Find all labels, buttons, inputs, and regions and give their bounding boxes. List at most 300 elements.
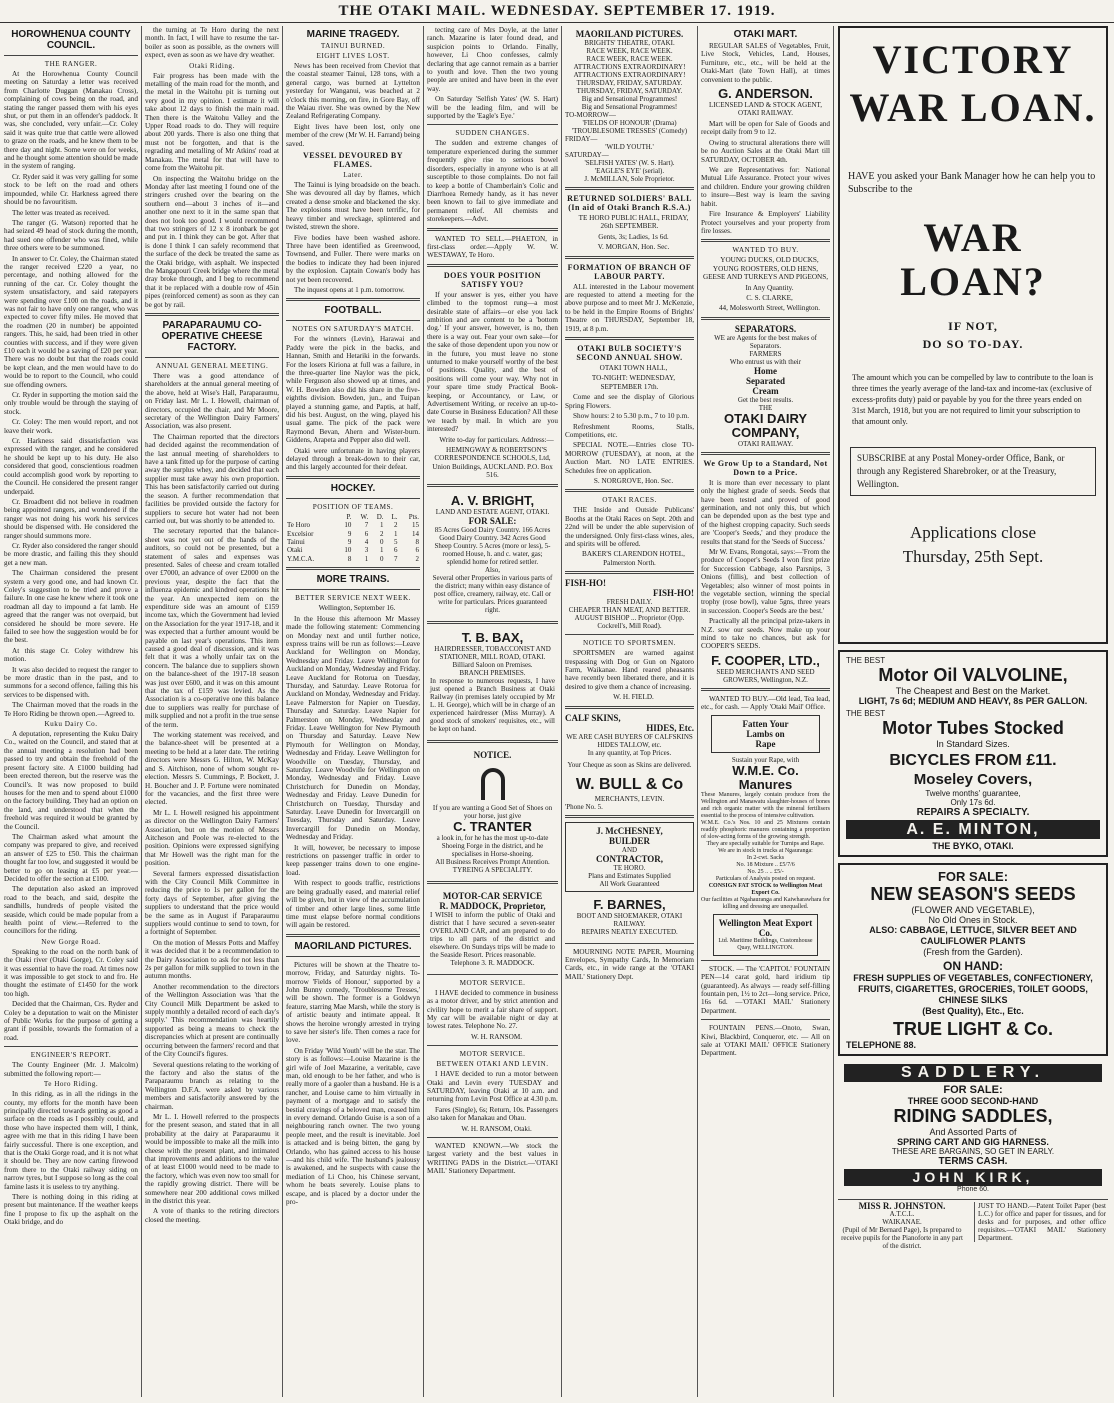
ad-line: THREE GOOD SECOND-HAND: [907, 1096, 1039, 1106]
ad-line: TO-NIGHT: WEDNESDAY, SEPTEMBER 17th.: [591, 374, 676, 391]
paragraph: The sudden and extreme changes of temperature experienced during the summer frequently give rise to serious bowel disorders, especially in anyone who is at all susceptible to those complaints. Do not fail to keep a bottle of Chamberlain's Colic and Diarrhoea Remedy handy, as it has never been known to fail to give immediate and permanent relief. All chemists and storekeepers.—Advt.: [427, 139, 558, 224]
ad-line: Particulars of Analysis posted on request.: [715, 875, 816, 882]
paragraph: With respect to goods traffic, restrictions are being gradually eased, and material relief will be given, but in view of the accumulation of timber and other large lines, some little time must elapse before normal conditions will again be restored.: [286, 879, 420, 930]
hockey-table: [286, 513, 420, 563]
subheading: SUDDEN CHANGES.: [455, 129, 530, 138]
paragraph: Fire Insurance & Employers' Liability Protect yourselves and your property from fire losses.: [701, 210, 830, 235]
paragraph: Eight lives have been lost, only one member of the crew (Mr W. H. Farrand) being saved.: [286, 122, 420, 148]
wmeco-ad: [701, 756, 830, 956]
ad-line: Phone 60.: [957, 1186, 989, 1193]
ad-line: The Cheapest and Best on the Market.: [895, 686, 1051, 696]
ad-headline: RETURNED SOLDIERS' BALL (In aid of Otaki Branch R.S.A.): [567, 194, 692, 212]
price-line: No. 25 .. .. £5/-: [747, 868, 784, 875]
ad-line: 'TROUBLESOME TRESSES' (Comedy): [571, 127, 688, 135]
ad-text: a look in, for he has the most up-to-date Shoeing Forge in the district, and he specialises in Horse-shoeing.: [436, 833, 549, 858]
paragraph: Cr. Ryder in supporting the motion said the only trouble would be through the staying of stock.: [4, 391, 138, 416]
ad-line: ALSO: CABBAGE, LETTUCE, SILVER BEET AND CAULIFLOWER PLANTS: [869, 925, 1077, 946]
subheading: EIGHT LIVES LOST.: [316, 52, 390, 60]
article-headline: FOOTBALL.: [324, 305, 382, 317]
ad-headline: DOES YOUR POSITION SATISFY YOU?: [443, 270, 542, 289]
column-rule: [423, 26, 424, 1397]
meat-export-box: [713, 914, 818, 956]
column-5: [565, 26, 694, 1397]
ad-address: HEMINGWAY & ROBERTSON'S CORRESPONDENCE SCHOOLS, Ltd, Union Buildings, AUCKLAND. P.O. Box 516.: [432, 446, 553, 480]
ad-text: We are in stock in trucks at Ngauranga:: [718, 847, 813, 854]
paragraph: Speaking to the road on the north bank of the Otaki river (Otaki Gorge), Cr. Coley said it was essential to have the road. At times now it was impossible to get stock to and fro. He thought the estimate of £1450 for the work too high.: [4, 947, 138, 998]
column-2: [145, 26, 279, 1397]
maddock-ad: [427, 888, 558, 970]
ad-headline: We Grow Up to a Standard, Not Down to a Price.: [703, 458, 828, 477]
paragraph: It is more than ever necessary to plant only the highest grade of seeds. Seeds that have been tested and proved of good germination, and not only this, but which can be depended upon as the best type and of the highest cropping capacity. Such seeds are 'Cooper's Seeds,' and they produce the results that stand for the 'Seeds of Success.': [701, 478, 830, 546]
classified-ad: FOUNTAIN PENS.—Onoto, Swan, Kiwi, Blackbird, Conqueror, etc. — All on sale at 'OTAKI MAIL' OFFICE Stationery Department.: [701, 1024, 830, 1058]
paragraph: Owing to structural alterations there will be no Auction Sales at the Otaki Mart till SATURDAY, OCTOBER 4th.: [701, 138, 830, 164]
subheading: TAINUI BURNED.: [320, 42, 386, 50]
ad-line: TE HORO.: [613, 863, 646, 872]
subheading: NOTICE TO SPORTSMEN.: [583, 639, 676, 648]
subheading: NOTES ON SATURDAY'S MATCH.: [292, 325, 414, 334]
subheading: VESSEL DEVOURED BY FLAMES.: [303, 151, 403, 170]
ad-line: TE HORO PUBLIC HALL, FRIDAY, 26th SEPTEMBER.: [578, 214, 689, 231]
ad-text: The amount which you can be compelled by law to contribute to the loan is three times the yearly average of the land-tax and income-tax (exclusive of excess-profits duty) paid or payable by you for the three years ended on 31st March, 1918, but you are not required to limit your subscription to that amount only.: [852, 373, 1094, 426]
column-1: [4, 26, 138, 1397]
ad-name: TRUE LIGHT & Co.: [893, 1019, 1053, 1039]
ad-line: Cream: [752, 385, 779, 396]
ad-line: Your Cheque as soon as Skins are delivered.: [567, 760, 692, 769]
signature: V. MORGAN, Hon. Sec.: [597, 243, 670, 252]
ad-text: Several other Properties in various parts of the district; many within easy distance of post office, creamery, railway, etc. Call or write for particulars. Prices guaranteed right.: [432, 573, 553, 614]
paragraph: On inspecting the Waitohu bridge on the Monday after last meeting I found one of the stringers crushed over the bearing on the southern end—about 3 inches of it—and another one next to it in the same span that does not look too good. I would recommend that two stringers of 12 x 8 ironbark be got and put in. I think they can be got. After that is done I think I can safely recommend that the surface of the deck be treated the same as the Otaki bridge, with asphalt. We inspected the Mangapouri Creek bridge where the metal dray broke through, and I beg to recommend that it be replaced with a double row of 45in pipes (reinforced cement) as soon as they can be got by rail.: [145, 174, 279, 309]
ad-subtitle: LICENSED LAND & STOCK AGENT, OTAKI RAILWAY.: [708, 101, 823, 118]
ad-line: 'Phone No. 5.: [565, 802, 603, 811]
ad-headline: Rape: [755, 738, 776, 749]
ad-subtitle: BOOT AND SHOEMAKER, OTAKI RAILWAY.: [576, 911, 683, 928]
paragraph: Five bodies have been washed ashore. Three have been identified as Greenwood, Townsend, and Fuller. There were marks on the bodies to indicate they had been injured by the explosion. Captain Cowan's body has not yet been recovered.: [286, 233, 420, 284]
ad-headline: ON HAND:: [943, 959, 1003, 973]
ad-line: In any quantity, at Top Prices.: [587, 748, 672, 757]
ad-text: SUBSCRIBE at any Postal Money-order Office, Bank, or through any Registered Sharebroker, or at the Treasury, Wellington.: [850, 447, 1096, 496]
ad-name: C. TRANTER: [453, 818, 532, 834]
paragraph: Pictures will be shown at the Theatre to-morrow, Friday, and Saturday nights. To-morrow 'Fields of Honour,' supported by a John Bunny comedy, 'Troublesome Tresses,' will be shown. The former is a Goldwyn feature, starring Mae Marsh, while the story is of artistic beauty and intimate appeal. It shows the heroine wrongly arrested in trying to save her sister's life. Then comes a race for love.: [286, 960, 420, 1045]
ad-line: Billiard Saloon on Premises.: [452, 660, 533, 669]
ad-line: Get the best results.: [737, 395, 794, 404]
subheading: OTAKI RACES.: [602, 496, 657, 505]
ad-subtitle: MERCHANTS, LEVIN.: [594, 794, 665, 803]
ad-line: FRESH SUPPLIES OF VEGETABLES, CONFECTIONERY, FRUITS, CIGARETTES, GROCERIES, TOILET GOODS, CHINESE SILKS: [853, 973, 1093, 1005]
ad-list: 85 Acres Good Dairy Country. 166 Acres Good Dairy Country. 342 Acres Good Sheep Country. 5 Acres (more or less), 5-roomed House, h. and c. water, gas; splendid home for retired settler.: [434, 525, 551, 566]
paragraph: Fares (Single), 6s; Return, 10s. Passengers also taken for Manakau and Ohau.: [427, 1105, 558, 1123]
signature: W. H. RANSOM, Otaki.: [461, 1124, 532, 1133]
ad-headline: VICTORY: [872, 37, 1074, 82]
ad-headline: HIDES, Etc.: [646, 722, 694, 733]
column-4: [427, 26, 558, 1397]
ad-headline: Lambs on: [746, 728, 785, 739]
ad-headline: Fatten Your: [742, 718, 789, 729]
ad-line: Telephone 3. R. MADDOCK.: [450, 958, 535, 967]
ad-line: Plans and Estimates Supplied: [588, 871, 671, 880]
subheading: Kuku Dairy Co.: [44, 720, 98, 729]
subheading: Otaki Riding.: [189, 61, 235, 70]
maoriland-ad: [565, 29, 694, 183]
ad-line: In 2-cwt. Sacks: [746, 854, 785, 861]
ad-name: Wellington Meat Export Co.: [718, 917, 813, 938]
paragraph: The working statement was received, and the balance-sheet will be presented at a meeting to be held at a later date. The retiring directors were Messrs G. Hilton, W. McKay and S. Aitchison, none of whom sought re-election. Messrs S. Cummings, P. Bockett, J. H. Boucher and J. P. Fortune were nominated for the vacancies, and the first three were elected.: [145, 731, 279, 807]
table-header-row: P. W. D. L. Pts.: [346, 512, 419, 521]
paragraph: Come and see the display of Glorious Spring Flowers.: [565, 393, 694, 410]
ad-line: LIGHT, 7s 6d; MEDIUM AND HEAVY, 8s PER GALLON.: [858, 696, 1088, 706]
article-headline: PARAPARAUMU CO-OPERATIVE CHEESE FACTORY.: [161, 320, 263, 353]
ad-line: TELEPHONE 88.: [846, 1040, 917, 1050]
ad-headline: OTAKI BULB SOCIETY'S SECOND ANNUAL SHOW.: [576, 344, 683, 363]
column-6: [701, 26, 830, 1397]
ad-name: R. MADDOCK, Proprietor,: [439, 900, 546, 911]
ad-line: AND: [621, 845, 638, 854]
paragraph: For the winners (Levin), Harawai and Paddy were the pick in the backs, and Hannan, Smith and Hetariki in the forwards. For the losers Kiriona at full was a failure, in the three-quarter line Naylor was the pick, while Ferguson also showed up at times, and W. H. Bowden also did his share in the five-eighths division. Bowden, jun., and Tuipan played a stunning game, and Paptis, at half, did his best. August, on the wing, played his usual game. The pick of the pack were Raymond Bevan, Ahern and Wister-burn. Giddens, Arapeta and Pepper also did well.: [286, 335, 420, 445]
ad-text: HAVE you asked your Bank Manager how he can help you to Subscribe to the: [848, 171, 1096, 195]
paragraph: Fair progress has been made with the metalling of the main road for the month, and the metal in the Waitohu pit is turning out very good in my opinion. I estimate it will take about 12 days to finish the main road. Then there is the Waitohu Valley and the Upper Road roads to do. They will require about 200 yards. There is also one thing that must not be forgotten, and that is the regrading and metalling of Mr Atkins' road at Manakau. The metal for that will have to come from the Waitohu pit.: [145, 71, 279, 173]
paragraph: At the Horowhenua County Council meeting on Saturday a letter was received from Charlotte Duggan (Manakau Cross), complaining of cows being on the road, and stating the ranger passed them with his eyes shut, or put them in an offender's paddock. It was, she concluded, very unfair.—Cr. Coley said it was quite true that cattle were allowed to graze on the roads, and he knew them to be there day and night. Some were on for weeks, and he thought some attention should be made in the system of ranging.: [4, 70, 138, 171]
paragraph: Decided that the Chairman, Crs. Ryder and Coley be a deputation to wait on the Minister of Public Works for the purpose of getting a grant if possible, towards the formation of a road.: [4, 1000, 138, 1042]
table-row: Y.M.C.A. 8 1 0 7 2: [287, 554, 419, 563]
ad-line: FRIDAY—: [565, 135, 598, 143]
ad-line: And Assorted Parts of: [929, 1127, 1017, 1137]
paragraph: I HAVE decided to commence in business as a motor driver, and by strict attention and civility hope to merit a fair share of support. My car will be available night or day at lowest rates. Telephone No. 27.: [427, 988, 558, 1031]
table-row: Otaki 10 3 1 6 6: [287, 546, 419, 555]
right-ad-column: [838, 26, 1108, 1397]
signature: S. NORGROVE, Hon. Sec.: [593, 476, 674, 485]
ad-name: T. B. BAX,: [461, 629, 524, 645]
ad-headline: SADDLERY.: [844, 1064, 1102, 1082]
subheading: POSITION OF TEAMS.: [312, 502, 394, 511]
paragraph: There is nothing doing in this riding at present but maintenance. If the weather keeps fine I propose to fix up the asphalt on the Otaki bridge, and do: [4, 1192, 138, 1227]
ad-line: In Any Quantity.: [745, 283, 794, 292]
ad-name: F. BARNES,: [593, 896, 666, 912]
ad-text: I WISH to inform the public of Otaki and district that I have secured a seven-seater OVERLAND CAR, and am prepared to do trips to all parts of the district and elsewhere. On Sundays trips will be made to the Seaside Resort. Prices reasonable.: [430, 910, 555, 959]
ad-line: Big and Sensational Programmes!: [581, 95, 678, 103]
paragraph: The Tainui is lying broadside on the beach. She was devoured all day by flames, which created a dense smoke and blackened the sky. The explosions must have been terrific, for heavy timber and wreckage, splintered and twisted, strewn the shore.: [286, 181, 420, 232]
war-loan-ad: [838, 26, 1108, 644]
ad-headline: FISH-HO!: [565, 578, 607, 589]
paragraph: Mart will be open for Sale of Goods and receipt daily from 9 to 12.: [701, 120, 830, 137]
subheading: ENGINEER'S REPORT.: [30, 1051, 112, 1060]
anderson-ad: [701, 87, 830, 117]
ad-line: WE are Agents for the best makes of Separators.: [714, 333, 817, 350]
ad-line: TO-MORROW—: [565, 111, 616, 119]
ad-line: Twelve months' guarantee,: [925, 789, 1021, 798]
classified-ad: MOURNING NOTE PAPER, Mourning Envelopes, Sympathy Cards, In Memoriam Cards, etc., in wide range at the 'OTAKI MAIL' Stationery Dept.: [565, 947, 694, 981]
ad-line: THESE ARE BARGAINS, SO GET IN EARLY.: [891, 1147, 1055, 1156]
paragraph: The Chairman moved that the roads in the Te Horo Riding be thrown open.—Agreed to.: [4, 701, 138, 718]
ad-name: OTAKI DAIRY: [723, 410, 808, 426]
ad-headline: FOR SALE:: [937, 869, 1009, 884]
subheading: WANTED TO BUY.: [732, 246, 799, 255]
fish-ad: [565, 578, 694, 630]
ad-line: 'EAGLE'S EYE' (serial).: [594, 167, 665, 175]
ad-line: IF NOT,: [948, 319, 998, 333]
paragraph: Cr. Ryder said it was very galling for some stock to be left on the road and others impounded, while Cr. Harkness agreed there should be no favouritism.: [4, 172, 138, 207]
ad-line: Sustain your Rape, with: [731, 755, 800, 764]
subheading: THE RANGER.: [44, 60, 98, 68]
ad-line: REPAIRS NEATLY EXECUTED.: [581, 927, 678, 936]
ad-line: Separated: [746, 375, 785, 386]
ad-line: FARMERS: [749, 349, 782, 358]
article-headline: HOROWHENUA COUNTY COUNCIL.: [11, 29, 131, 51]
article-headline: MORE TRAINS.: [316, 574, 390, 586]
johnston-ad: [838, 1202, 966, 1250]
paragraph: The letter was treated as received.: [12, 208, 110, 217]
paragraph: THE Inside and Outside Publicans' Booths at the Otaki Races on Sept. 20th and 22nd will be under the able supervision of the undersigned. Only first-class wines, ales, and spirits will be offered.: [565, 506, 694, 548]
tranter-ad: [427, 747, 558, 877]
paragraph: The Chairman considered the present system a very good one, and had known Cr. Coley's suggestion to be tried and prove a failure. In one case he knew where it took one roadman all day to impound a fat lamb. He agreed that the ranger was not overpaid, but considered he should be more severe. He failed to see how the suggestion would be for the best.: [4, 569, 138, 645]
horseshoe-icon: [478, 762, 508, 802]
paragraph: On Friday 'Wild Youth' will be the star. The story is as follows:—Louise Mazarine is the girl wife of Joel Mazarine, a veritable, cave man, old enough to be her father, and who is really more of a gaoler than a husband. He is a rancher, and Louise came to him virtually in payment of a mortgage and to satisfy the bestial cravings of a beloved man, ceased him in every demand. Orlando Guise is a son of a neighbouring ranch owner. The two young people meet, and the result is inevitable. Joel is attacked and is being bitten, the gang by Orlando, who has gained access to his house—and his child wife. The husband's jealousy is awakened, and he suspects with cause the mediation of Li Choo, his Chinese servant, whom he beats severely. Louise plans to escape, and is placed by a doctor under the pro-: [286, 1046, 420, 1207]
paragraph: Cr. Ryder also considered the ranger should be more drastic, and failing this they should get a new man.: [4, 541, 138, 567]
paragraph: Practically all the principal prize-takers in N.Z. sow our seeds. Now make up your mind to take no chances, but ask for COOPER'S SEEDS.: [701, 617, 830, 651]
classified-ad: WANTED TO BUY.—Old lead, Tea lead, etc., for cash. — Apply 'Otaki Mail' Office.: [701, 694, 830, 712]
ad-name: A. E. MINTON,: [846, 820, 1100, 839]
ad-headline: CALF SKINS,: [565, 712, 621, 723]
ad-line: Who entrust us with their: [729, 357, 802, 366]
paragraph: Another recommendation to the directors of the Wellington Association was 'that the City Council Milk Department be asked to supply monthly a detailed record of each day's supply.' This recommendation was heartily supported as being a means to check the discrepancies which at present are continually occurring between the farmers' record and that of the City Council's figures.: [145, 982, 279, 1059]
ad-line: RACE WEEK, RACE WEEK.: [586, 55, 673, 63]
ad-line: YOUNG DUCKS, OLD DUCKS, YOUNG ROOSTERS, OLD HENS, GEESE AND TURKEYS AND PIGEONS,: [702, 256, 829, 282]
ad-subtitle: Ltd. Maritime Buildings, Customhouse Quay, WELLINGTON.: [718, 937, 813, 951]
ad-line: 44, Molesworth Street, Wellington.: [718, 304, 821, 313]
table-row: Excelsior 9 6 2 1 14: [287, 529, 419, 538]
dateline: Wellington, September 16.: [318, 604, 396, 613]
paragraph: Refreshment Rooms, Stalls, Competitions, etc.: [565, 422, 694, 439]
subheading: New Gorge Road.: [41, 937, 101, 946]
ad-headline: Motor Tubes Stocked: [882, 718, 1064, 738]
paragraph: Cr. Coley: The men would report, and not leave their work.: [4, 418, 138, 435]
ad-line: NOTICE.: [473, 749, 512, 760]
paragraph: At this stage Cr. Coley withdrew his motion.: [4, 646, 138, 664]
ad-line: BRANCH PREMISES.: [459, 668, 526, 677]
subheading: Later.: [343, 171, 363, 180]
ad-line: Also,: [485, 565, 500, 574]
ad-line: (Best Quality), Etc., Etc.: [922, 1006, 1024, 1016]
column-rule: [833, 26, 834, 1397]
paragraph: A vote of thanks to the retiring directors closed the meeting.: [145, 1207, 279, 1224]
paragraph: ALL interested in the Labour movement are requested to attend a meeting for the above purpose and to meet Mr J. McKenzie, to be held in the Empire Rooms of Brights' Theatre on THURSDAY, September 18, 1919, at 8 p.m.: [565, 282, 694, 333]
ad-line: CONSIGN FAT STOCK to Wellington Meat Export Co.: [708, 882, 823, 896]
ad-name: J. McCHESNEY,: [596, 825, 663, 836]
classified-ad: STOCK. — The 'CAPITOL' FOUNTAIN PEN—14 carat gold, hard iridium tip (guaranteed). As always — ready self-filling fountain pen, 1½ to 2ct—long service. Price, 16s 6d. —'OTAKI MAIL' Stationery Department.: [701, 964, 830, 1015]
ad-line: BUILDER: [608, 835, 650, 846]
table-row: Te Horo 10 7 1 2 15: [287, 521, 419, 530]
ad-line: Only 17s 6d.: [950, 798, 996, 807]
paragraph: Cr. Harkness said dissatisfaction was expressed with the ranger, and he considered he should be kept up to his duty. He also considered that good, conscientious roadmen could accomplish good work by reporting to the Council. He considered the present ranger underpaid.: [4, 437, 138, 496]
ad-line: Home: [754, 365, 777, 376]
ad-text: These Manures, largely contain produce from the Wellington and Manawatu slaughter-houses of bones and rich organic matter with the mineral fertilisers essential to the process of intensive cultivation.: [701, 791, 830, 819]
ad-headline: Motor Oil VALVOLINE,: [878, 665, 1068, 685]
ad-line: 'FIELDS OF HONOUR' (Drama): [582, 119, 677, 127]
paragraph: In this riding, as in all the ridings in the county, my efforts for the month have been principally directed towards getting as good a surface on the roads as I possibly could, and those who have inspected them will, I think, agree with me that in this riding I have been fairly successful. There is one exception, and that is the Otaki Gorge road, and it is not what it should be. They are now carting firewood from there to the Otaki railway siding on narrow tyres, but I suppose so long as the coal famine lasts it is useless to try anything.: [4, 1090, 138, 1191]
ad-line: OTAKI RAILWAY.: [738, 439, 793, 448]
ad-line: FOR SALE:: [468, 515, 517, 526]
ad-subtitle: BRIGHTS' THEATRE, OTAKI.: [584, 39, 675, 47]
paragraph: The inquest opens at 1 p.m. tomorrow.: [294, 285, 405, 294]
article-headline: HOCKEY.: [330, 482, 376, 494]
ad-line: RACE WEEK, RACE WEEK.: [586, 47, 673, 55]
ad-line: DO SO TO-DAY.: [922, 337, 1024, 351]
ad-name: A. V. BRIGHT,: [450, 492, 535, 508]
ad-name: W.M.E. Co.: [732, 762, 799, 778]
ad-line: FRESH DAILY.: [606, 598, 653, 607]
signature: W. H. FIELD.: [613, 693, 654, 702]
ad-line: Big and Sensational Programmes!: [581, 103, 678, 111]
paragraph: If your answer is yes, either you have climbed to the topmost rung—a most desirable state of affairs—or else you lack ambition and are content to be a 'bottom dog.' If your answer, however, is no, then there is a way out. Fear your own sake—for the sake of those dependent upon you now or in the future, you must leave no stone unturned to make yourself worthy of the best of positions. Quality, and the best of positions will come your way. Why not in your spare time study Practical Book-keeping, or Accountancy, or Law, or Advertisement Writing, or receive an up-to-date Course in Business Education? All these we teach by mail. In which are you interested?: [427, 290, 558, 434]
ad-headline: MAORILAND PICTURES.: [575, 29, 684, 39]
paragraph: News has been received from Cheviot that the coastal steamer Tainui, 128 tons, with a general cargo, was burned at Lyttelton yesterday for Wanganui, was beached at 2 o'clock this morning, on fire, in Gore Bay, off the Waiau river. She was owned by the New Zealand Refrigerating Company.: [286, 62, 420, 121]
paragraph: It will, however, be necessary to impose restrictions on passenger traffic in order to keep passenger trains down to one engine-load.: [286, 843, 420, 877]
paragraph: Cr. Broadbent did not believe in roadmen being appointed rangers, and wondered if the ranger was not doing his work his services should be dispensed with. He considered the ranger should summons more.: [4, 497, 138, 540]
ad-line: Write to-day for particulars. Address:—: [439, 435, 554, 444]
ad-line: TYREING A SPECIALITY.: [452, 865, 533, 874]
paragraph: The Chairman asked what amount the company was prepared to give, and received an answer of £25 to £50. This the chairman thought far too low, and suggested it would be better to go on leasing at £5 per year.—Decided to offer the section at £100.: [4, 832, 138, 883]
cooper-ad: [701, 654, 830, 684]
paragraph: In the House this afternoon Mr Massey made the following statement: Commencing on Monday next and until further notice, express trains will be run as follows:—Leave Auckland for Wellington on Monday, Wednesday and Friday. Leave Wellington for Auckland on Monday, Wednesday and Friday. Leave Auckland for Rotorua on Tuesday, Thursday, and Saturday. Leave Rotorua for Auckland on Monday, Wednesday and Friday. Leave Palmerston for Napier on Tuesday, Thursday and Saturday. Leave Napier for Palmerston on Monday, Wednesday and Friday. Leave Wellington for New Plymouth on Thursday and Saturday. Leave New Plymouth for Wellington on Monday, Wednesday and Friday. Leave Wellington for Woodville on Tuesday, Thursday, and Saturday. Leave Woodville for Wellington on Monday, Wednesday and Friday. Leave Christchurch for Dunedin on Monday, Wednesday and Friday. Leave Dunedin for Christchurch on Tuesday, Thursday and Saturday. Leave Dunedin for Invercargill on Tuesday, Thursday and Saturday. Leave Invercargill for Dunedin on Monday, Wednesday and Friday.: [286, 614, 420, 842]
minton-ad: [838, 650, 1108, 857]
subheading: Te Horo Riding.: [43, 1080, 99, 1089]
paragraph: Mr W. Evans, Rongotai, says:—'From the produce of Cooper's Seeds I won first prize for Succession Cabbage, also Parsnips, 3 Onions (fillis), and best collection of Vegetables; also winner of most points in the vegetable section, winning the special trophy (rose bowl), value 5gns, three years in succession. Cooper's Seeds are the best.': [701, 548, 830, 615]
ad-headline: OTAKI MART.: [733, 29, 798, 40]
ad-name: Manures: [738, 776, 793, 792]
ad-line: THE BYKO, OTAKI.: [932, 841, 1014, 851]
signature: J. McMILLAN, Sole Proprietor.: [584, 175, 675, 183]
ad-line: THE: [758, 403, 773, 412]
paragraph: The deputation also asked an improved road to the beach, and said, despite the sandhills, hundreds of people visited the seaside, which could be made popular from a health point of view.—Referred to the councillors for the riding.: [4, 885, 138, 936]
paragraph: I HAVE decided to run a motor between Otaki and Levin every TUESDAY and SATURDAY, leaving Otaki at 10 a.m. and returning from Levin Post Office at 4.30 p.m.: [427, 1070, 558, 1104]
ad-line: OTAKI TOWN HALL,: [599, 364, 668, 373]
paragraph: Mr L. I. Howell referred to the prospects for the present season, and stated that in all probability at the dairy at Paraparaumu it would be impossible to make all the milk into cheese with the present plant, and intimated that improvements and additions to the value of at least £1000 would need to be made to the factory, which was even now too small for the rapidly growing district. There will be somewhere near 200 additional cows milked in the district this year.: [145, 1112, 279, 1205]
ad-line: SATURDAY—: [565, 151, 609, 159]
bull-ad: [565, 713, 694, 811]
masthead: THE OTAKI MAIL. WEDNESDAY. SEPTEMBER 17. 1919.: [0, 0, 1114, 23]
ad-headline: Moseley Covers,: [913, 771, 1033, 788]
ad-headline: WAR LOAN.: [849, 85, 1097, 130]
ad-line: ATTRACTIONS EXTRAORDINARY!: [573, 71, 686, 79]
column-rule: [141, 26, 142, 1397]
paragraph: There was a good attendance of shareholders at the annual general meeting of the above, held at Wise's Hall, Paraparaumu, on Friday last. Mr L. I. Howell, chairman of directors, occupied the chair, and Mr Moore, secretary of the Wellington Dairy Farmers' Association, was also present.: [145, 372, 279, 431]
column-3: [286, 26, 420, 1397]
ad-headline: FORMATION OF BRANCH OF LABOUR PARTY.: [567, 262, 692, 281]
ad-headline: NEW SEASON'S SEEDS: [870, 884, 1076, 904]
paragraph: The County Engineer (Mr. J. Malcolm) submitted the following report:—: [4, 1061, 138, 1078]
paragraph: SPECIAL NOTE.—Entries close TO-MORROW (TUESDAY), at noon, at the Auction Mart. NO LATE ENTRIES. Schedules free on application.: [565, 441, 694, 475]
paragraph: the turning at Te Horo during the next month. In fact, I will have to resume the tar-boiler as soon as possible, as the owners will expect, even as soon as we have dry weather.: [145, 26, 279, 60]
ad-text: They are specially suitable for Turnips and Rape.: [706, 840, 825, 847]
ad-subtitle: LAND AND ESTATE AGENT, OTAKI.: [435, 507, 550, 516]
ad-line: CHEAPER THAN MEAT, AND BETTER.: [568, 606, 691, 615]
article-headline: MAORILAND PICTURES.: [294, 940, 412, 952]
ad-line: THURSDAY, FRIDAY, SATURDAY.: [576, 87, 683, 95]
ad-name: W. BULL & Co: [575, 775, 684, 793]
ad-line: (FLOWER AND VEGETABLE),: [911, 905, 1035, 915]
subheading: BETTER SERVICE NEXT WEEK.: [295, 594, 411, 603]
ad-line: All Work Guaranteed: [599, 879, 660, 888]
ad-text: In response to numerous requests, I have just opened a Branch Business at Otaki Railway (in premises lately occupied by Mr L. H. George), which will be in charge of an experienced hairdresser (Miss Murray). A good stock of smokers' requisites, etc., will be kept on hand.: [430, 676, 555, 733]
ad-headline: FISH-HO!: [652, 588, 694, 599]
ad-name: COMPANY,: [731, 424, 800, 440]
paragraph: Otaki were unfortunate in having players delayed through a break-down to their car, and this largely accounted for their defeat.: [286, 446, 420, 472]
ad-text: Our facilities at Ngahauranga and Kaiwharawhara for killing and dressing are unequalled.: [701, 896, 830, 910]
signature: BAKER'S CLARENDON HOTEL, Palmerston North.: [582, 550, 685, 567]
ad-line: SPRING CART AND GIG HARNESS.: [897, 1137, 1049, 1147]
paragraph: Several farmers expressed dissatisfaction with the City Council Milk Committee in reducing the price to 1s per gallon for the forty days of September, after giving the suppliers to understand that the price would be the same as in August if Paraparaumu suppliers would continue to send to town, for a fortnight of September.: [145, 869, 279, 937]
paragraph: Mr L. I. Howell resigned his appointment as director on the Wellington Dairy Farmers' Association, but on the motion of Messrs Aitcheson and Poole was re-elected to the position. Opinions were expressed signifying that Mr Howell was the right man for the position.: [145, 808, 279, 868]
ad-line: Gents, 3s; Ladies, 1s 6d.: [598, 232, 669, 241]
ad-headline: WAR LOAN?: [900, 215, 1046, 304]
ad-name: JOHN KIRK,: [844, 1169, 1102, 1186]
ad-headline: BICYCLES FROM £11.: [889, 752, 1057, 769]
paragraph: SPORTSMEN are warned against trespassing with Dog or Gun on Ngatoro Farm, Waikanae. Hand reared pheasants have recently been liberated there, and it is desired to give them a chance of increasing.: [565, 649, 694, 691]
paragraph: Several questions relating to the working of the factory and also the status of the Paraparaumu branch as relating to the Wellington D.F.A. were asked by various members and satisfactorily answered by the chairman.: [145, 1060, 279, 1111]
ad-name: F. COOPER, LTD.,: [711, 652, 820, 668]
ad-name: MISS R. JOHNSTON.: [858, 1201, 946, 1211]
ad-text: (Pupil of Mr Bernard Page), Is prepared to receive pupils for the Pianoforte in any part of the district.: [841, 1226, 963, 1250]
ad-line: CONTRACTOR,: [595, 853, 664, 864]
ad-name: G. ANDERSON.: [718, 86, 813, 102]
separators-ad: [701, 324, 830, 448]
classified-ad: JUST TO HAND.—Patent Toilet Paper (best L.C.) for office and paper for tissues, and for desks and for purposes, and other office requisites.—'OTAKI MAIL' Stationery Department.: [974, 1202, 1106, 1242]
subheading: ANNUAL GENERAL MEETING.: [155, 362, 269, 370]
ad-headline: RIDING SADDLES,: [893, 1106, 1053, 1126]
column-rule: [561, 26, 562, 1397]
column-rule: [282, 26, 283, 1397]
signature: C. S. CLARKE,: [746, 293, 793, 302]
true-light-ad: [838, 863, 1108, 1056]
ad-line: THE BEST: [846, 656, 886, 665]
paragraph: On Saturday 'Selfish Yates' (W. S. Hart) will be the leading film, and will be supported by the 'Eagle's Eye.': [427, 95, 558, 121]
ad-line: (Fresh from the Garden).: [923, 947, 1023, 957]
paragraph: A deputation, representing the Kuku Dairy Co., waited on the Council, and stated that at the annual meeting a resolution had been passed to try and obtain the freehold of the present factory site. A £1000 building had been erected thereon, but the reserve was the Council's. It was now proposed to build houses for the men and to spend about £1000 on the factory building. They had an option on the land, and understood that when the freehold was required it would be granted by the Council.: [4, 730, 138, 831]
fatten-ad: [711, 715, 820, 753]
ad-line: In Standard Sizes.: [936, 739, 1010, 749]
bright-ad: [427, 491, 558, 617]
paragraph: REGULAR SALES of Vegetables, Fruit, Live Stock, Vehicles, Land, Houses, Furniture, etc., etc., will be held at the Otaki-Mart (late Town Hall), at times convenient to the public.: [701, 42, 830, 84]
paragraph: In answer to Cr. Coley, the Chairman stated the ranger received £220 a year, no percentage, and nothing allowed for the running of the car. Cr. Coley thought the system unsatisfactory, and said ratepayers were spending over £100 on the roads, and it was not fair to have only one ranger, who was expected to cover fifty miles. He moved that the roadmen (20 in number) be appointed rangers. This, he said, had been tried in other counties with success, and if they were given £10 each it would be a saving of £20 per year. There was no doubt but that the roads could be kept clean, and the men would have to do would be to report to the Council, who could sue offending owners.: [4, 254, 138, 389]
classified-ad: WANTED KNOWN.—We stock the largest variety and the best values in WRITING PADS in the District.—'OTAKI MAIL' Stationery Department.: [427, 1141, 558, 1176]
subheading: MOTOR SERVICE.: [459, 978, 526, 987]
ad-line: Applications close: [909, 523, 1037, 542]
ad-headline: SEPARATORS.: [734, 323, 797, 334]
ad-line: REPAIRS A SPECIALTY.: [916, 807, 1030, 818]
bax-ad: [427, 628, 558, 736]
ad-line: A.T.C.L.: [889, 1210, 915, 1218]
paragraph: tecting care of Mrs Doyle, at the latter ranch. Mazarine is later found dead, and suspicion points to Orlando. Finally, however, Li Choo confesses, calmly declaring that age cannot remain as a barrier to youth and love. Then the two young people are united and have been in the ever way.: [427, 26, 558, 93]
ad-line: 'SELFISH YATES' (W. S. Hart).: [584, 159, 675, 167]
ad-line: All Business Receives Prompt Attention.: [435, 857, 550, 866]
classified-ad: WANTED TO SELL.—PHAETON, in first-class order.—Apply W. W. WESTAWAY, Te Horo.: [427, 234, 558, 260]
ad-line: ATTRACTIONS EXTRAORDINARY!: [573, 63, 686, 71]
subheading: MOTOR SERVICE.: [459, 1050, 526, 1059]
signature: AUGUST BISHOP ... Proprietor (Opp. Cockrell's, Mill Road).: [574, 614, 685, 631]
subheading: BETWEEN OTAKI AND LEVIN.: [436, 1060, 549, 1069]
barnes-ad: [565, 895, 694, 939]
signature: W. H. RANSOM.: [470, 1032, 523, 1041]
mcchesney-ad: [565, 822, 694, 892]
paragraph: We are Representatives for: National Mutual Life Assurance. Protect your wives and children. Endure your growing children to insure—Best way is learn the saving habit.: [701, 166, 830, 208]
ad-headline: MOTOR-CAR SERVICE: [442, 890, 543, 901]
paragraph: It was also decided to request the ranger to be more drastic than in the past, and to summons for a second offence, failing this his services to be dispensed with.: [4, 665, 138, 699]
saddlery-ad: [838, 1062, 1108, 1197]
ad-line: Thursday, 25th Sept.: [902, 547, 1044, 566]
ad-line: 'WILD YOUTH.': [605, 143, 654, 151]
ad-line: No Old Ones in Stock.: [928, 915, 1018, 925]
ad-line: THE BEST: [846, 709, 886, 718]
ad-line: WAIKANAE.: [882, 1218, 922, 1226]
ad-line: FOR SALE:: [943, 1084, 1003, 1096]
